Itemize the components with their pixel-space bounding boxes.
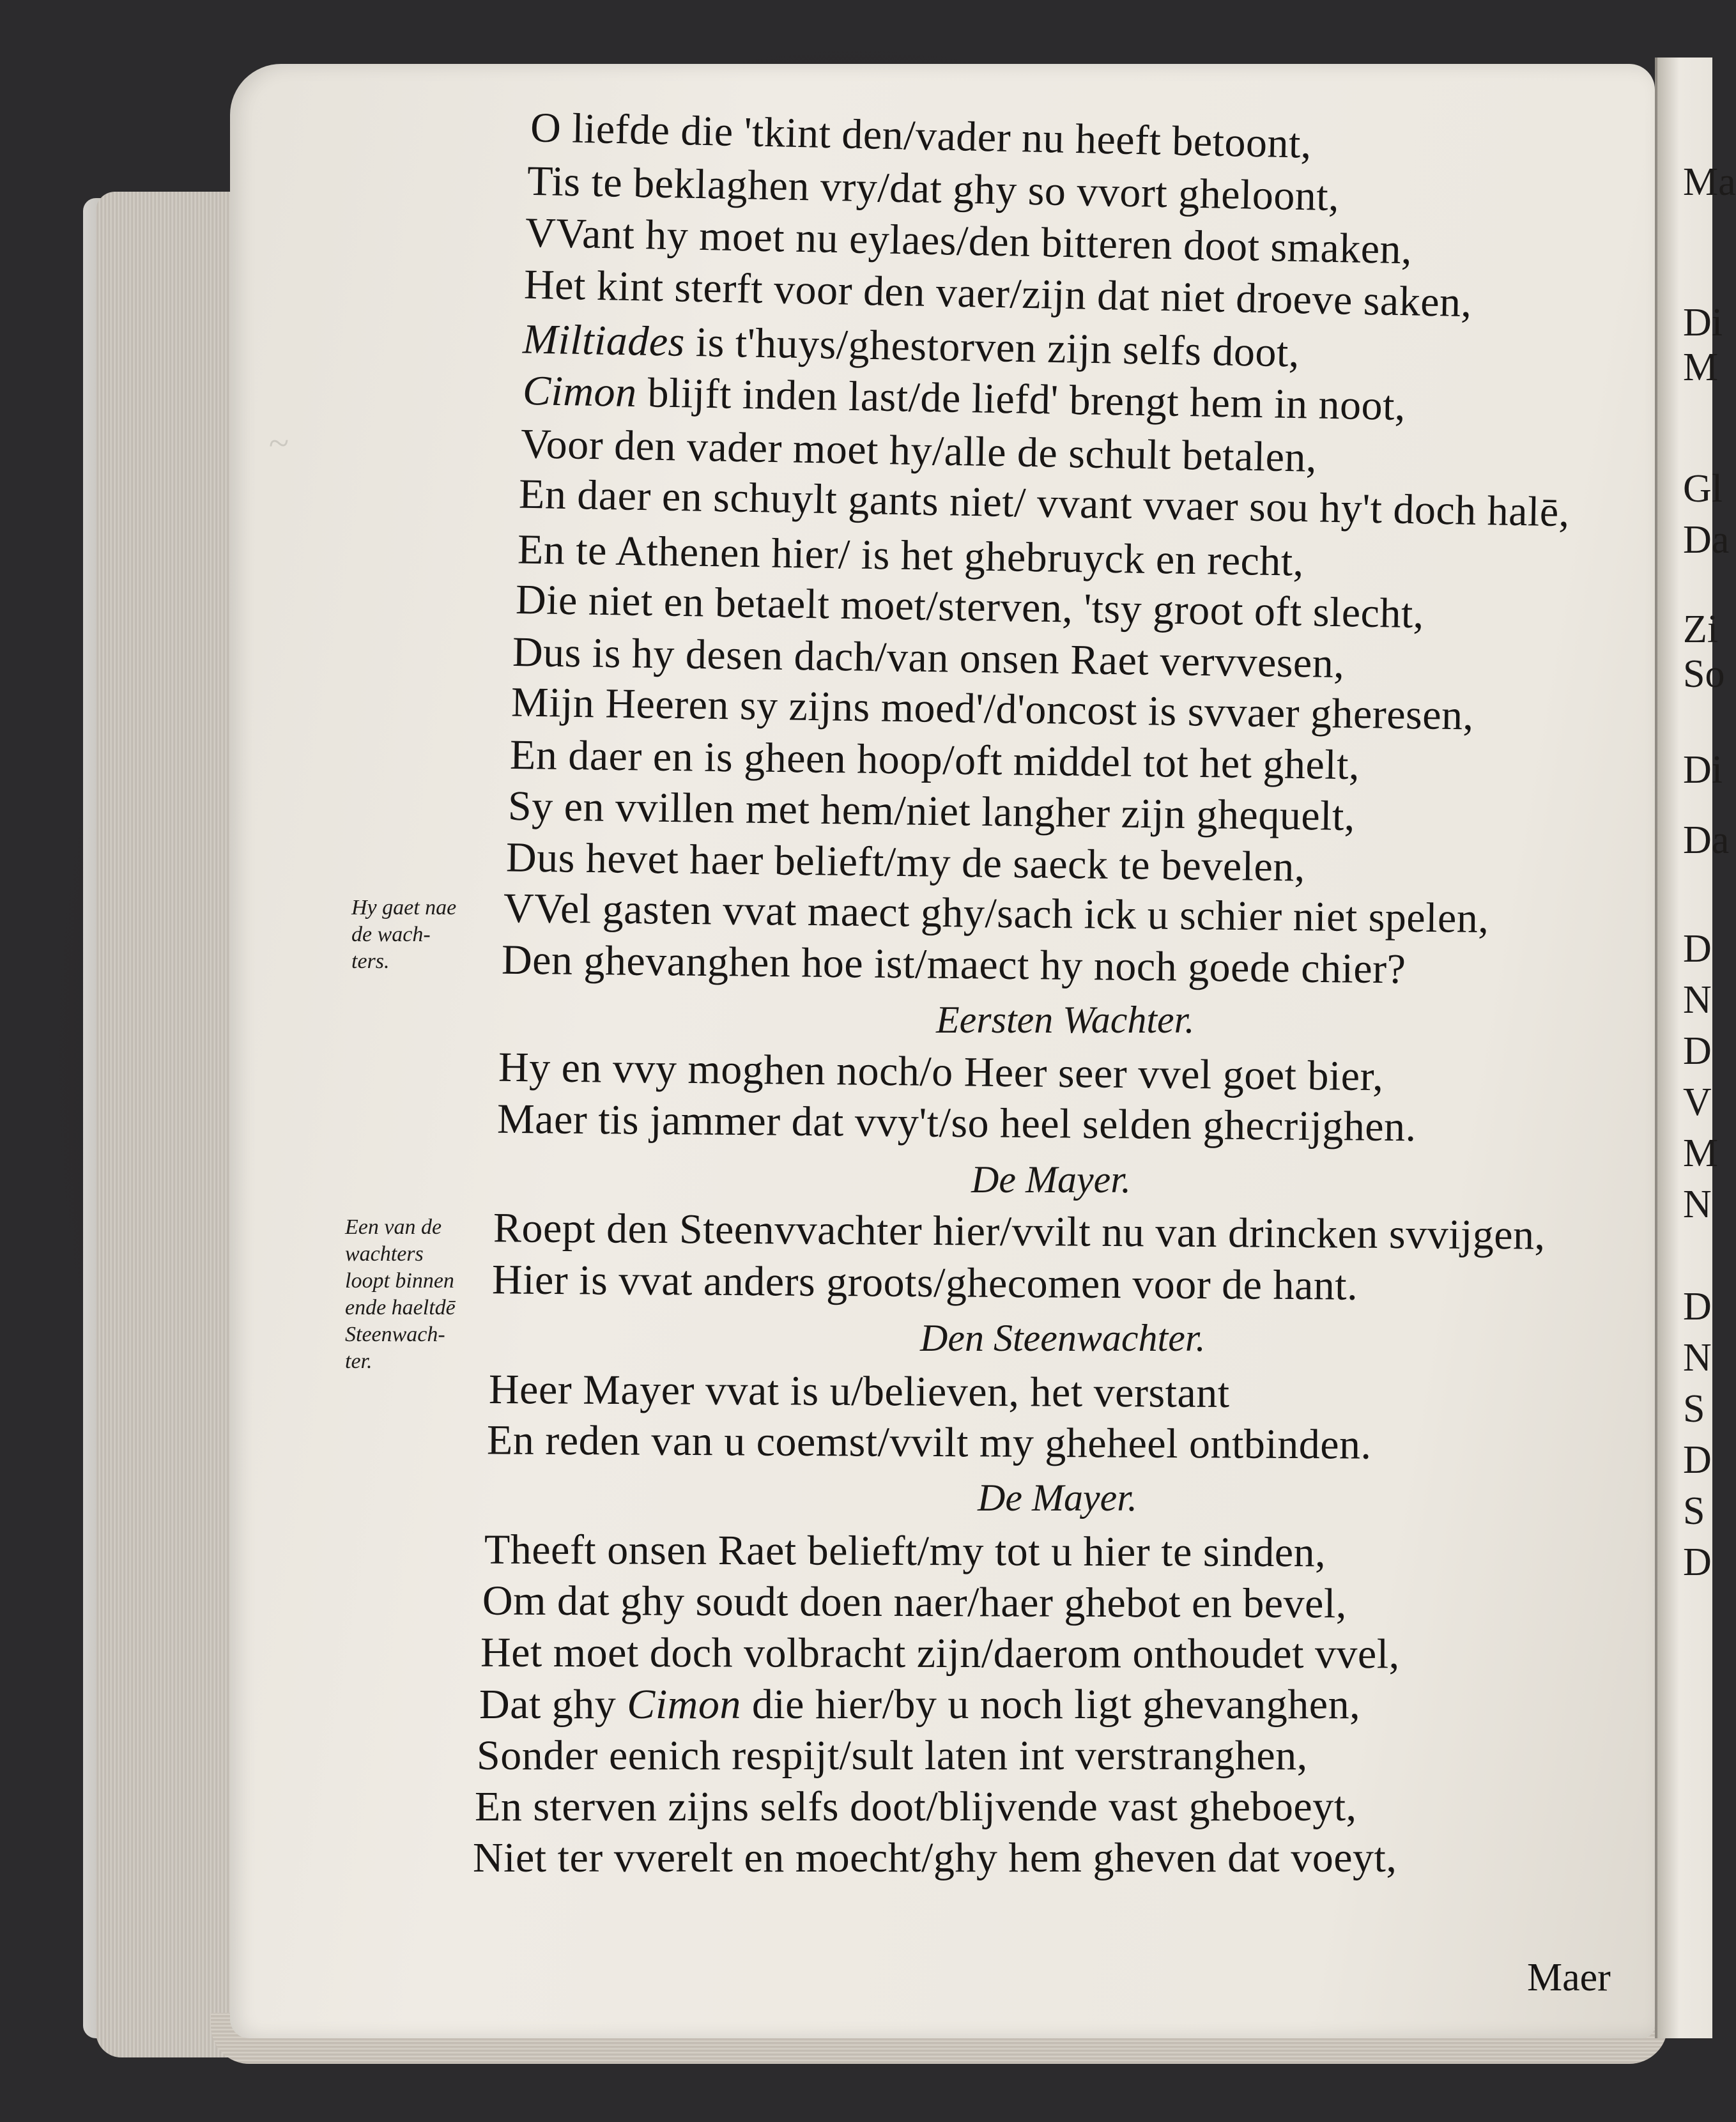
verse-block: [230, 64, 1655, 2038]
speaker-heading: De Mayer.: [978, 1477, 1137, 1519]
verse-line: Maer tis jammer dat vvy't/so heel selden ghecrijghen.: [496, 1095, 1417, 1151]
book-page: [230, 64, 1655, 2038]
stage-direction-note: Hy gaet nae de wach- ters.: [351, 896, 457, 973]
right-page-fragment: Di: [1683, 301, 1723, 344]
right-page-fragment: Da: [1683, 819, 1730, 862]
name-cimon: Cimon: [627, 1681, 741, 1728]
verse-line: Om dat ghy soudt doen naer/haer ghebot en bevel,: [482, 1577, 1347, 1627]
verse-line: Theeft onsen Raet belieft/my tot u hier te sinden,: [484, 1526, 1326, 1576]
verse-line: Het kint sterft voor den vaer/zijn dat niet droeve saken,: [523, 261, 1473, 327]
name-cimon: Cimon: [522, 367, 638, 417]
verse-line: En reden van u coemst/vvilt my gheheel ontbinden.: [486, 1417, 1372, 1468]
verse-line: Heer Mayer vvat is u/believen, het verstant: [488, 1365, 1230, 1417]
verse-line: Hier is vvat anders groots/ghecomen voor de hant.: [491, 1256, 1358, 1309]
right-page-fragment: Da: [1683, 518, 1730, 562]
verse-line: Tis te beklaghen vry/dat ghy so vvort gheloont,: [526, 157, 1340, 220]
verse-line: Het moet doch volbracht zijn/daerom onthoudet vvel,: [480, 1629, 1400, 1678]
right-page-fragment: Di: [1683, 748, 1723, 792]
right-page-fragment: D: [1683, 1541, 1712, 1584]
right-page-fragment: Gl: [1683, 467, 1723, 511]
verse-line: Hy en vvy moghen noch/o Heer seer vvel goet bier,: [498, 1043, 1384, 1100]
right-page-fragment: Ma: [1683, 160, 1736, 204]
right-page-fragment: N: [1683, 1336, 1712, 1380]
verse-line: Mijn Heeren sy zijns moed'/d'oncost is svvaer gheresen,: [511, 679, 1475, 739]
name-miltiades: Miltiades: [522, 316, 686, 365]
speaker-heading: Eersten Wachter.: [936, 999, 1195, 1041]
right-page-fragment: D: [1683, 1029, 1712, 1073]
right-page-fragment: D: [1683, 1438, 1712, 1482]
stage-direction-note: Een van de wachters loopt binnen ende haeltdē Steenwach- ter.: [345, 1215, 456, 1373]
right-page-fragment: S: [1683, 1387, 1705, 1431]
verse-line: Sonder eenich respijt/sult laten int verstranghen,: [477, 1732, 1308, 1779]
verse-line: Voor den vader moet hy/alle de schult betalen,: [520, 420, 1317, 481]
right-page-fragment: N: [1683, 1183, 1712, 1226]
verse-line: En te Athenen hier/ is het ghebruyck en recht,: [517, 526, 1305, 585]
right-page-fragment: V: [1683, 1080, 1712, 1124]
verse-line: En daer en schuylt gants niet/ vvant vvaer sou hy't doch halē,: [518, 470, 1571, 536]
verse-line: Cimon blijft inden last/de liefd' brengt hem in noot,: [522, 367, 1406, 430]
right-page-fragment: M: [1683, 1132, 1719, 1175]
bleed-through: ~: [268, 422, 289, 464]
verse-line: Den ghevanghen hoe ist/maect hy noch goede chier?: [501, 936, 1406, 993]
right-page-edge: [1655, 58, 1736, 2038]
verse-line: Miltiades is t'huys/ghestorven zijn selfs doot,: [522, 316, 1300, 376]
verse-line: Sy en vvillen met hem/niet langher zijn ghequelt,: [507, 782, 1356, 840]
verse-line: Dus hevet haer belieft/my de saeck te bevelen,: [505, 834, 1306, 891]
verse-line: VVant hy moet nu eylaes/den bitteren doot smaken,: [525, 209, 1413, 273]
verse-line: En sterven zijns selfs doot/blijvende vast gheboeyt,: [475, 1783, 1357, 1830]
right-page-fragment: D: [1683, 927, 1712, 971]
verse-line: Dus is hy desen dach/van onsen Raet vervvesen,: [512, 628, 1345, 688]
right-page-fragment: So: [1683, 652, 1725, 696]
verse-line: O liefde die 'tkint den/vader nu heeft betoont,: [530, 104, 1312, 167]
verse-line: En daer en is gheen hoop/oft middel tot het ghelt,: [509, 731, 1360, 789]
verse-line: Dat ghy Cimon die hier/by u noch ligt ghevanghen,: [479, 1681, 1361, 1728]
right-page-fragment: M: [1683, 346, 1719, 389]
verse-line: Roept den Steenvvachter hier/vvilt nu van drincken svvijgen,: [493, 1204, 1546, 1259]
right-page-fragment: D: [1683, 1285, 1712, 1328]
catchword: Maer: [1527, 1956, 1611, 1999]
right-page-fragment: Zi: [1683, 608, 1719, 651]
speaker-heading: De Mayer.: [971, 1158, 1131, 1201]
speaker-heading: Den Steenwachter.: [920, 1317, 1206, 1359]
verse-line: Niet ter vverelt en moecht/ghy hem gheven dat voeyt,: [473, 1834, 1397, 1881]
verse-line: VVel gasten vvat maect ghy/sach ick u schier niet spelen,: [503, 884, 1489, 942]
right-page-fragment: N: [1683, 978, 1712, 1022]
right-page-fragment: S: [1683, 1489, 1705, 1533]
verse-line: Die niet en betaelt moet/sterven, 'tsy groot oft slecht,: [515, 576, 1425, 638]
